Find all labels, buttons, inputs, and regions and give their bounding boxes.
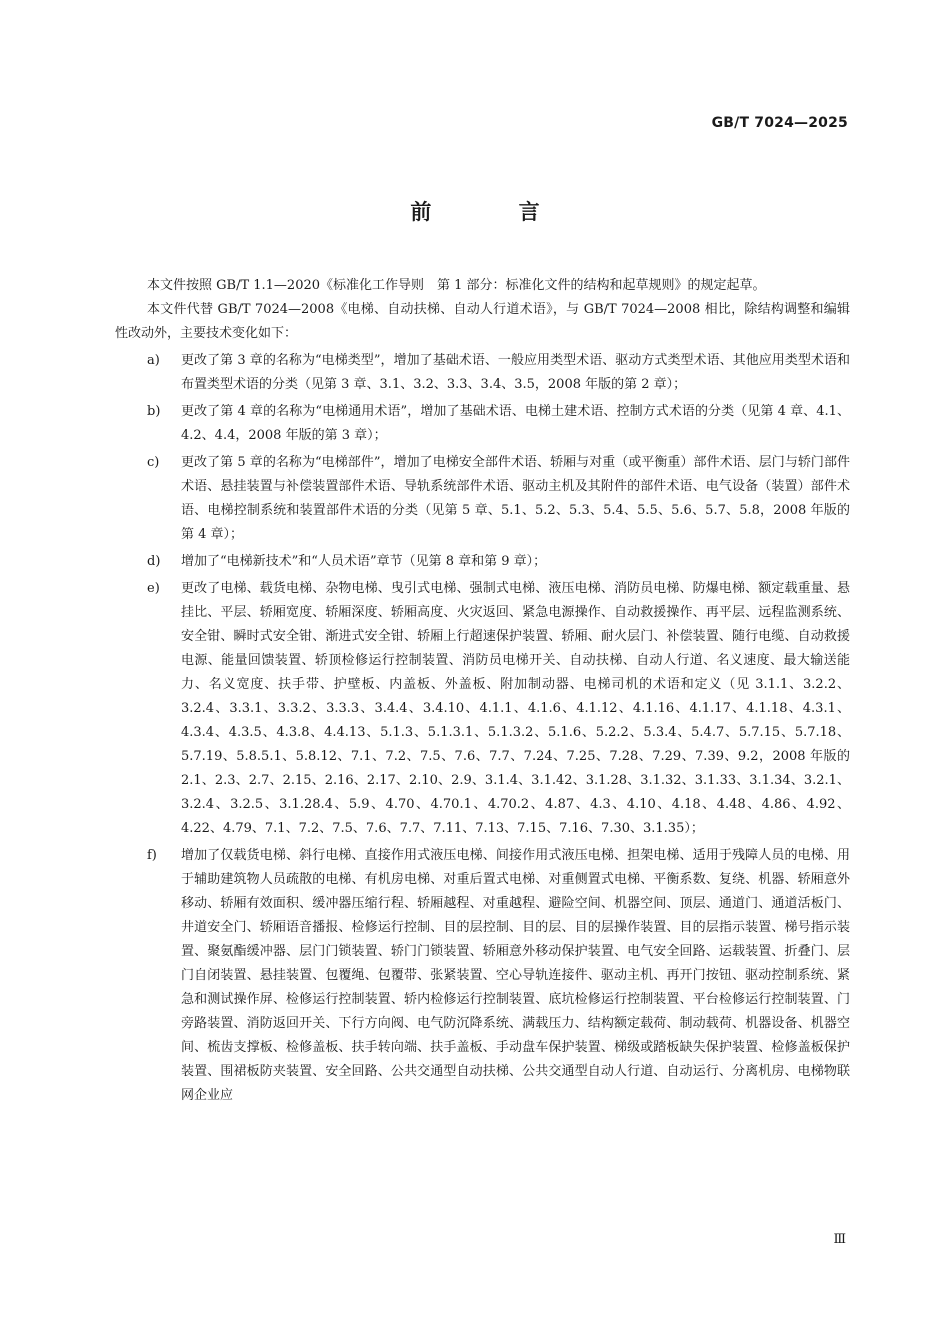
intro-paragraph-replacement: 本文件代替 GB/T 7024—2008《电梯、自动扶梯、自动人行道术语》，与 GB/T 7024—2008 相比，除结构调整和编辑性改动外，主要技术变化如下： — [115, 302, 850, 341]
intro-paragraph-drafting-rules: 本文件按照 GB/T 1.1—2020《标准化工作导则 第 1 部分：标准化文件的结构和起草规则》的规定起草。 — [147, 278, 766, 293]
page-number: Ⅲ — [833, 1232, 846, 1247]
document-body — [115, 274, 850, 1108]
page-title: 前 言 — [410, 200, 580, 224]
list-item — [115, 400, 850, 448]
list-marker: e) — [147, 581, 160, 596]
list-item-text: 更改了第 3 章的名称为“电梯类型”，增加了基础术语、一般应用类型术语、驱动方式类型术语、其他应用类型术语和布置类型术语的分类（见第 3 章、3.1、3.2、3.3、3.4、3.5，2008 年版的第 2 章）； — [181, 353, 850, 392]
list-item — [115, 577, 850, 841]
technical-changes-list — [115, 349, 850, 1108]
list-item-text: 增加了“电梯新技术”和“人员术语”章节（见第 8 章和第 9 章）； — [181, 554, 547, 569]
list-item — [115, 451, 850, 547]
list-item — [115, 550, 850, 574]
list-item-text: 增加了仅载货电梯、斜行电梯、直接作用式液压电梯、间接作用式液压电梯、担架电梯、适用于残障人员的电梯、用于辅助建筑物人员疏散的电梯、有机房电梯、对重后置式电梯、对重侧置式电梯、平衡系数、复绕、机器、轿厢意外移动、轿厢有效面积、缓冲器压缩行程、轿厢越程、对重越程、避险空间、机器空间、顶层、通道门、通道活板门、井道安全门、轿厢语音播报、检修运行控制、目的层控制、目的层、目的层操作装置、目的层指示装置、梯号指示装置、聚氨酯缓冲器、层门门锁装置、轿门门锁装置、轿厢意外移动保护装置、电气安全回路、运载装置、折叠门、层门自闭装置、悬挂装置、包覆绳、包覆带、张紧装置、空心导轨连接件、驱动主机、再开门按钮、驱动控制系统、紧急和测试操作屏、检修运行控制装置、轿内检修运行控制装置、底坑检修运行控制装置、平台检修运行控制装置、门旁路装置、消防返回开关、下行方向阀、电气防沉降系统、满载压力、结构额定载荷、制动载荷、机器设备、机器空间、梳齿支撑板、检修盖板、扶手转向端、扶手盖板、手动盘车保护装置、梯级或踏板缺失保护装置、检修盖板保护装置、围裙板防夹装置、安全回路、公共交通型自动扶梯、公共交通型自动人行道、自动运行、分离机房、电梯物联网企业应 — [181, 848, 850, 1103]
list-item-text: 更改了第 5 章的名称为“电梯部件”，增加了电梯安全部件术语、轿厢与对重（或平衡重）部件术语、层门与轿门部件术语、悬挂装置与补偿装置部件术语、导轨系统部件术语、驱动主机及其附件的部件术语、电气设备（装置）部件术语、电梯控制系统和装置部件术语的分类（见第 5 章、5.1、5.2、5.3、5.4、5.5、5.6、5.7、5.8，2008 年版的第 4 章）； — [181, 455, 850, 542]
list-item-text: 更改了电梯、载货电梯、杂物电梯、曳引式电梯、强制式电梯、液压电梯、消防员电梯、防爆电梯、额定载重量、悬挂比、平层、轿厢宽度、轿厢深度、轿厢高度、火灾返回、紧急电源操作、自动救援操作、再平层、远程监测系统、安全钳、瞬时式安全钳、渐进式安全钳、轿厢上行超速保护装置、轿厢、耐火层门、补偿装置、随行电缆、自动救援电源、能量回馈装置、轿顶检修运行控制装置、消防员电梯开关、自动扶梯、自动人行道、名义速度、最大输送能力、名义宽度、扶手带、护壁板、内盖板、外盖板、附加制动器、电梯司机的术语和定义（见 3.1.1、3.2.2、3.2.4、3.3.1、3.3.2、3.3.3、3.4.4、3.4.10、4.1.1、4.1.6、4.1.12、4.1.16、4.1.17、4.1.18、4.3.1、4.3.4、4.3.5、4.3.8、4.4.13、5.1.3、5.1.3.1、5.1.3.2、5.1.6、5.2.2、5.3.4、5.4.7、5.7.15、5.7.18、5.7.19、5.8.5.1、5.8.12、7.1、7.2、7.5、7.6、7.7、7.24、7.25、7.28、7.29、7.39、9.2，2008 年版的 2.1、2.3、2.7、2.15、2.16、2.17、2.10、2.9、3.1.4、3.1.42、3.1.28、3.1.32、3.1.33、3.1.34、3.2.1、3.2.4、3.2.5、3.1.28.4、5.9、4.70、4.70.1、4.70.2、4.87、4.3、4.10、4.18、4.48、4.86、4.92、4.22、4.79、7.1、7.2、7.5、7.6、7.7、7.11、7.13、7.15、7.16、7.30、3.1.35）； — [181, 581, 850, 836]
list-item — [115, 349, 850, 397]
list-item — [115, 844, 850, 1108]
list-marker: d) — [147, 554, 161, 569]
list-marker: c) — [147, 455, 160, 470]
list-marker: a) — [147, 353, 160, 368]
list-item-text: 更改了第 4 章的名称为“电梯通用术语”，增加了基础术语、电梯土建术语、控制方式术语的分类（见第 4 章、4.1、4.2、4.4，2008 年版的第 3 章）； — [181, 404, 850, 443]
list-marker: f) — [147, 848, 157, 863]
list-marker: b) — [147, 404, 161, 419]
standard-number: GB/T 7024—2025 — [711, 115, 848, 131]
